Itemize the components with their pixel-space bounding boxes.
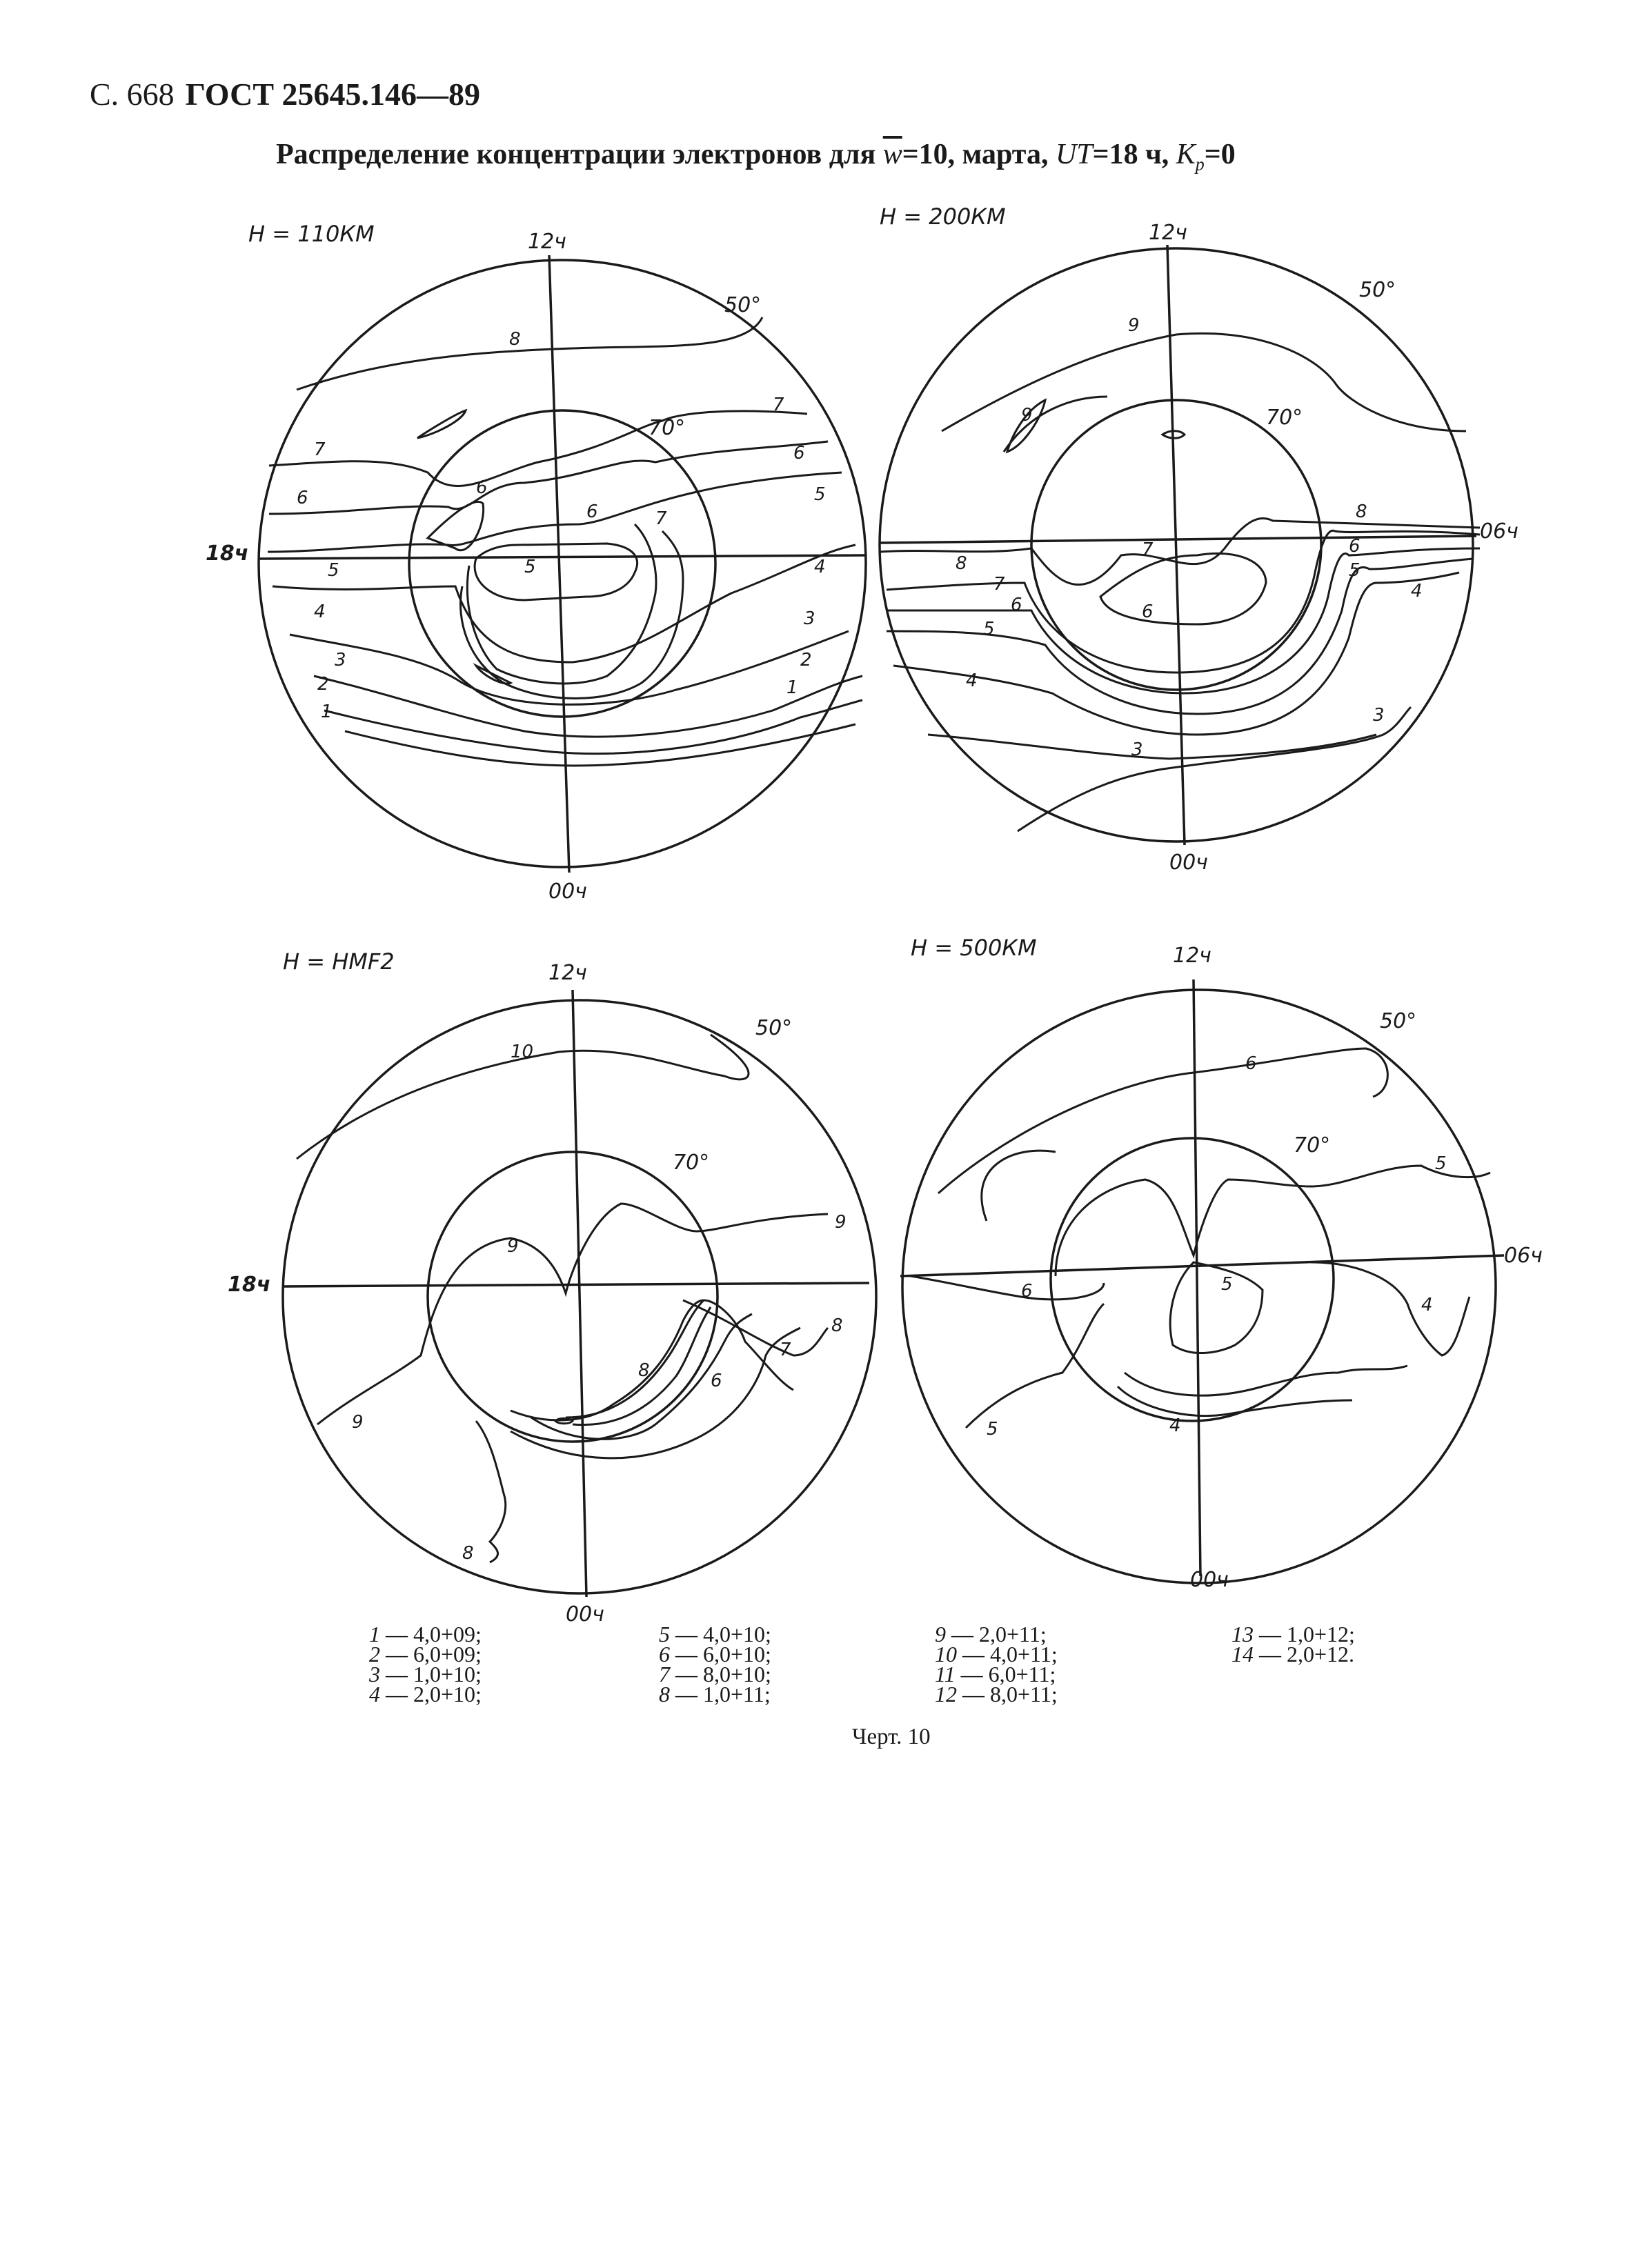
legend-item: 4 — 2,0+10; [369, 1682, 482, 1707]
contour-lines [268, 317, 862, 766]
title-ut-value: =18 ч, [1092, 139, 1176, 170]
dawn-dusk-axis [259, 555, 866, 559]
contour-lines [911, 1048, 1490, 1428]
dawn-dusk-axis [880, 536, 1476, 543]
contour-label: 4 [1169, 1415, 1181, 1436]
latitude-label-outer: 50° [1359, 278, 1396, 302]
contour-label: 3 [1131, 739, 1143, 760]
contour-label: 9 [507, 1236, 519, 1257]
contour-label: 5 [1221, 1274, 1233, 1295]
legend-item: 9 — 2,0+11; [935, 1622, 1047, 1647]
contour-label: 4 [1421, 1295, 1433, 1315]
latitude-label-inner: 70° [1266, 406, 1303, 430]
contour-label: 6 [1142, 601, 1154, 622]
contour-label: 6 [1021, 1281, 1033, 1302]
legend-item: 14 — 2,0+12. [1231, 1642, 1355, 1667]
contour-label: 5 [814, 484, 826, 505]
latitude-label-outer: 50° [755, 1016, 793, 1040]
legend-item: 12 — 8,0+11; [935, 1682, 1058, 1707]
meridian-axis [1194, 979, 1200, 1576]
legend-item: 7 — 8,0+10; [659, 1662, 771, 1687]
contour-label: 4 [814, 557, 826, 577]
panel-110-height-label: H = 110КМ [248, 221, 375, 247]
title-kp-symbol: K [1176, 139, 1196, 170]
contour-label: 9 [835, 1212, 847, 1233]
contour-label: 6 [297, 488, 308, 508]
legend-item: 3 — 1,0+10; [369, 1662, 482, 1687]
legend-item: 6 — 6,0+10; [659, 1642, 771, 1667]
contour-label: 3 [1373, 705, 1385, 726]
contour-label: 8 [462, 1543, 474, 1564]
time-label-bottom: 00ч [566, 1602, 604, 1627]
inner-latitude-circle [428, 1152, 717, 1442]
legend-item: 13 — 1,0+12; [1231, 1622, 1355, 1647]
page-header [90, 76, 480, 112]
latitude-label-outer: 50° [1380, 1009, 1417, 1033]
legend-item: 1 — 4,0+09; [369, 1622, 482, 1647]
page-number: С. 668 [90, 77, 175, 112]
contour-label: 2 [800, 650, 812, 670]
contour-label: 6 [586, 501, 598, 522]
contour-label: 8 [509, 329, 521, 350]
contour-label: 8 [1356, 501, 1367, 522]
contour-label: 7 [655, 508, 667, 529]
time-label-top: 12ч [1173, 944, 1211, 968]
contour-label: 3 [335, 650, 346, 670]
legend-item: 5 — 4,0+10; [659, 1622, 771, 1647]
title-ut-symbol: UT [1055, 139, 1093, 170]
legend-item: 10 — 4,0+11; [935, 1642, 1058, 1667]
contour-label: 9 [352, 1412, 364, 1433]
contour-label: 5 [1349, 560, 1360, 581]
time-label-bottom: 00ч [1190, 1568, 1229, 1592]
latitude-label-outer: 50° [724, 293, 762, 317]
contour-label: 8 [831, 1315, 843, 1336]
legend-column-1 [369, 1622, 482, 1707]
contour-label: 5 [983, 619, 995, 639]
dawn-dusk-axis [283, 1283, 869, 1286]
contour-label: 5 [524, 557, 536, 577]
legend-item: 11 — 6,0+11; [935, 1662, 1056, 1687]
panel-hmf2-height-label: H = HMF2 [283, 948, 395, 975]
panel-200km [873, 221, 1518, 879]
contour-label: 7 [780, 1340, 791, 1360]
contour-label: 6 [1245, 1053, 1257, 1074]
title-w-symbol: $\overline{w}$ [882, 139, 902, 170]
legend-column-2 [659, 1622, 771, 1707]
figure-caption: Черт. 10 [852, 1724, 931, 1749]
contour-label: 8 [638, 1360, 650, 1381]
legend-column-4 [1231, 1622, 1355, 1667]
contour-label: 10 [511, 1042, 534, 1062]
polar-plot-200km [873, 221, 1518, 879]
panel-500-height-label: H = 500КМ [911, 935, 1037, 961]
standard-number: ГОСТ 25645.146—89 [185, 77, 481, 112]
contour-label: 9 [1128, 315, 1140, 336]
latitude-label-inner: 70° [673, 1151, 710, 1175]
contour-label: 5 [328, 560, 339, 581]
latitude-label-inner: 70° [649, 416, 686, 440]
time-label-top: 12ч [1149, 221, 1187, 245]
latitude-label-inner: 70° [1294, 1133, 1331, 1157]
contour-label: 4 [1411, 581, 1423, 601]
title-kp-value: =0 [1204, 139, 1236, 170]
contour-label: 3 [804, 608, 815, 629]
contour-label: 1 [786, 677, 798, 698]
title-kp-sub: p [1195, 154, 1205, 175]
meridian-axis [573, 990, 586, 1597]
legend-column-3 [935, 1622, 1058, 1707]
contour-label: 7 [314, 439, 326, 460]
contour-label: 6 [476, 477, 488, 498]
time-label-top: 12ч [548, 961, 587, 985]
contour-label: 9 [1021, 405, 1033, 426]
title-prefix: Распределение концентрации электронов для [276, 139, 883, 170]
contour-label: 4 [314, 601, 326, 622]
time-label-right: 06ч [1480, 519, 1518, 544]
legend-item: 2 — 6,0+09; [369, 1642, 482, 1667]
contour-label: 5 [1435, 1153, 1447, 1174]
panel-200-height-label: H = 200КМ [880, 203, 1006, 230]
time-label-left: 18ч [206, 541, 249, 566]
contour-label: 6 [711, 1371, 722, 1391]
contour-label: 1 [321, 702, 333, 722]
legend-item: 8 — 1,0+11; [659, 1682, 771, 1707]
contour-label: 5 [987, 1419, 998, 1440]
contour-label: 6 [1349, 536, 1360, 557]
time-label-bottom: 00ч [1169, 850, 1208, 875]
time-label-right: 06ч [1504, 1244, 1543, 1268]
contour-lines [297, 1035, 828, 1562]
contour-label: 6 [793, 443, 805, 464]
contour-label: 2 [317, 674, 329, 695]
time-label-bottom: 00ч [548, 879, 587, 904]
contour-label: 4 [966, 670, 978, 691]
dawn-dusk-axis [900, 1255, 1504, 1276]
contour-label: 7 [1142, 539, 1154, 560]
time-label-top: 12ч [528, 230, 566, 254]
contour-label: 6 [1011, 595, 1022, 615]
time-label-left: 18ч [228, 1273, 271, 1297]
contour-label: 8 [956, 553, 967, 574]
title-w-value: =10, марта, [902, 139, 1056, 170]
page-title [276, 138, 1236, 175]
outer-latitude-circle [259, 260, 866, 867]
contour-label: 7 [993, 574, 1005, 595]
contour-label: 7 [773, 395, 784, 415]
